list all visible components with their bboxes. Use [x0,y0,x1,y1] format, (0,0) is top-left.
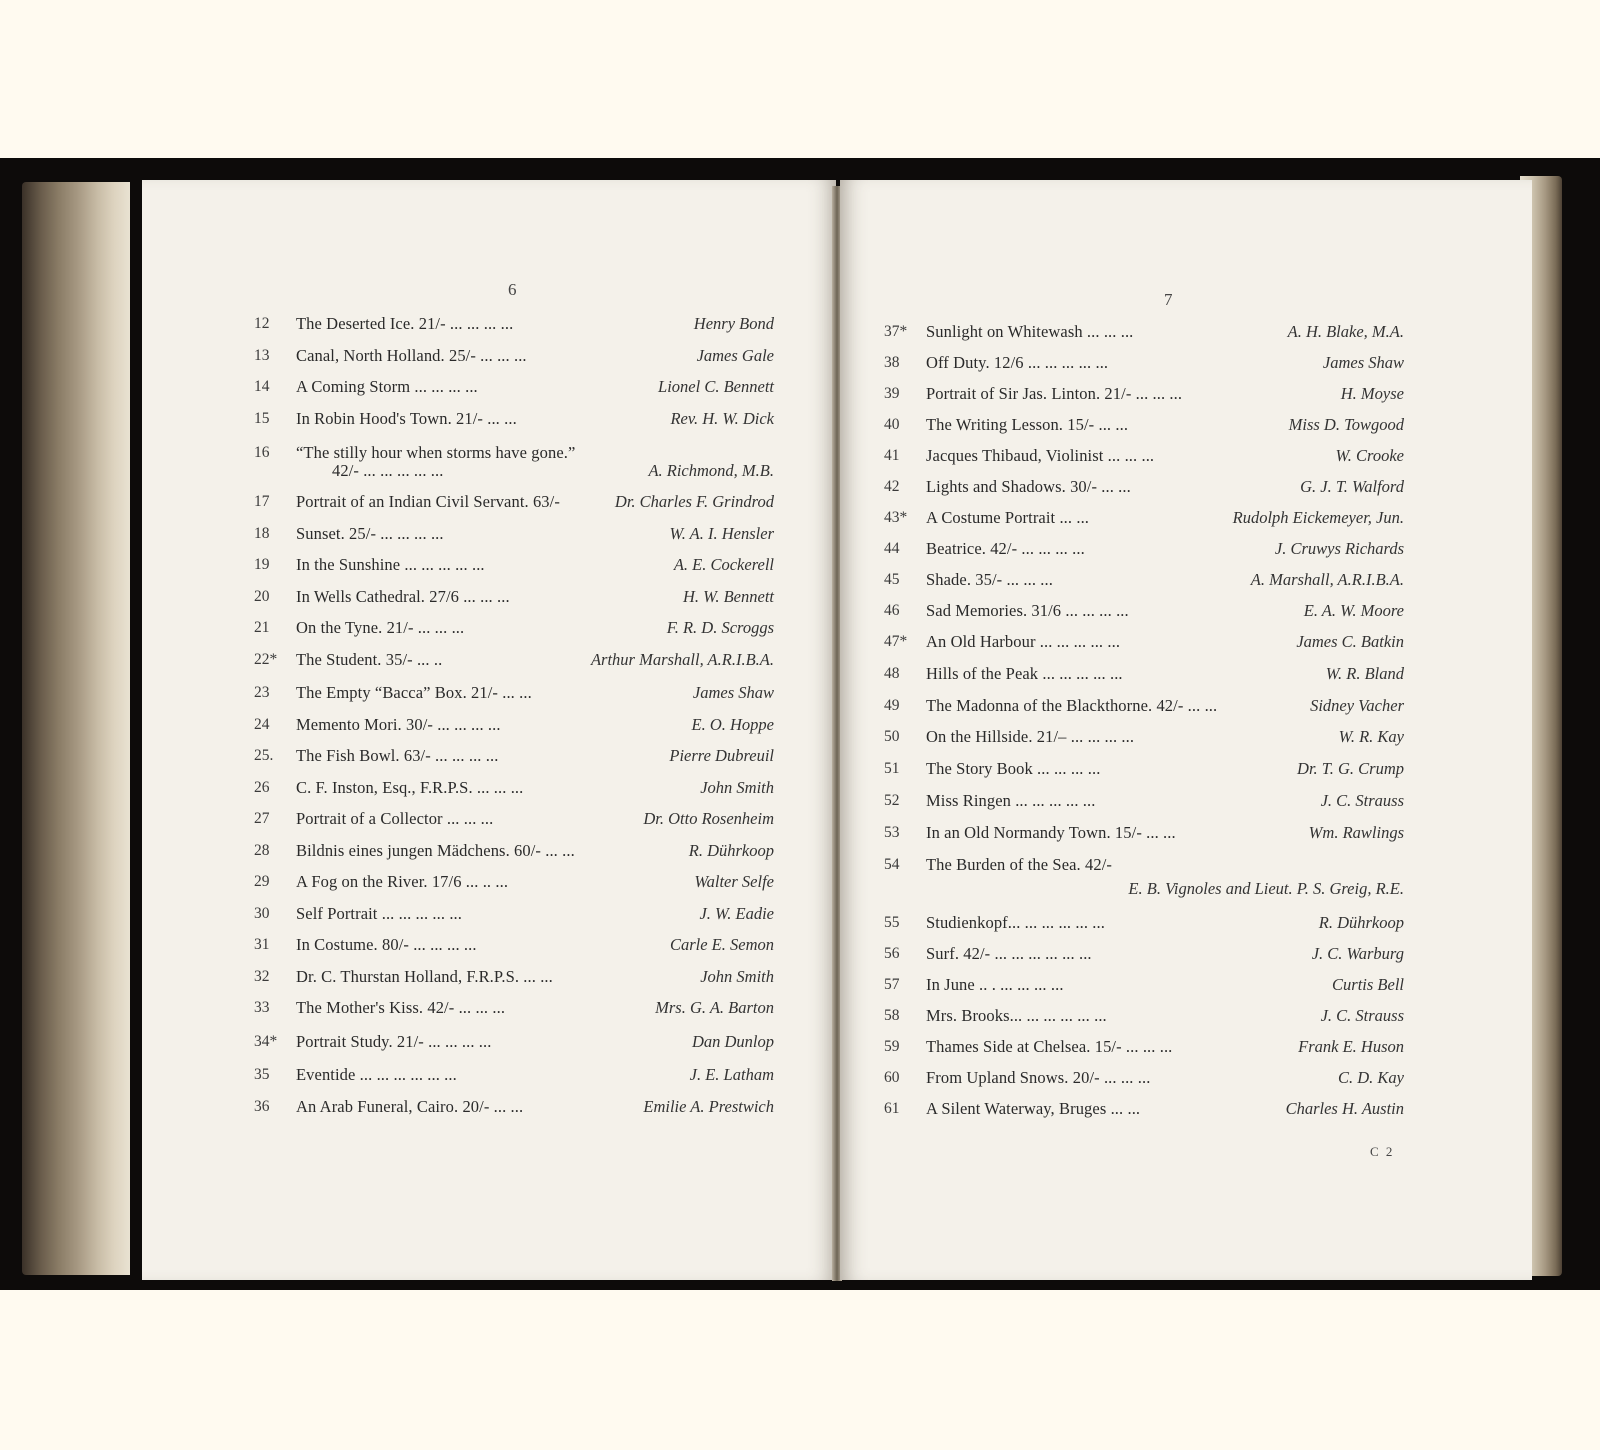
entry-artist: E. B. Vignoles and Lieut. P. S. Greig, R.E. [1128,879,1404,898]
entry-artist: J. E. Latham [689,1065,774,1084]
entry-title: In Wells Cathedral. 27/6 ... ... ... [296,586,510,606]
entry-number: 21 [254,619,270,636]
entry-number: 32 [254,967,270,985]
entry-title: In June .. . ... ... ... ... [926,975,1064,994]
entry-number: 47* [884,633,908,650]
entry-number: 42 [884,478,900,495]
entry-artist: W. R. Kay [1338,727,1404,746]
catalogue-entry [254,406,774,432]
catalogue-entry [884,629,1404,655]
entry-number: 24 [254,715,270,733]
catalogue-entry [254,1062,774,1088]
entry-number: 37* [884,323,908,340]
entry-artist: Dr. Charles F. Grindrod [614,492,774,511]
catalogue-entry [884,941,1404,967]
catalogue-entry [254,311,774,337]
entry-title: In an Old Normandy Town. 15/- ... ... [926,823,1176,842]
entry-title: Portrait of a Collector ... ... ... [296,809,494,828]
catalogue-entry [884,972,1404,998]
entry-number: 38 [884,354,900,371]
catalogue-entry [254,343,774,369]
entry-title: Thames Side at Chelsea. 15/- ... ... ... [926,1037,1173,1056]
catalogue-entry [884,910,1404,936]
entry-title: A Silent Waterway, Bruges ... ... [926,1099,1141,1118]
entry-artist: Mrs. G. A. Barton [655,998,774,1017]
entry-number: 39 [884,385,900,402]
entry-title: Memento Mori. 30/- ... ... ... ... [296,714,501,734]
entry-number: 33 [254,999,270,1016]
entry-title: Dr. C. Thurstan Holland, F.R.P.S. ... ... [296,966,553,986]
entry-number: 55 [884,914,900,931]
catalogue-entry [254,901,774,927]
entry-title: The Story Book ... ... ... ... [926,759,1101,778]
entry-title: Portrait Study. 21/- ... ... ... ... [296,1032,492,1051]
entry-title: Mrs. Brooks... ... ... ... ... ... [926,1006,1107,1025]
entry-artist: F. R. D. Scroggs [666,618,774,637]
entry-artist: John Smith [700,966,774,986]
catalogue-entry [884,788,1404,814]
catalogue-entry [254,680,774,706]
entry-title: Eventide ... ... ... ... ... ... [296,1065,457,1084]
catalogue-entry [884,350,1404,376]
catalogue-entry [254,1094,774,1120]
entry-number: 60 [884,1069,900,1086]
catalogue-entry [254,489,774,515]
entry-artist: James Shaw [692,683,774,702]
entry-number: 48 [884,665,900,682]
entry-artist: Dr. Otto Rosenheim [643,809,774,828]
entry-number: 57 [884,976,900,993]
entry-number: 41 [884,447,900,464]
entry-number: 25. [254,747,274,764]
catalogue-entry [884,381,1404,407]
entry-artist: J. C. Strauss [1320,791,1404,810]
entry-title: Self Portrait ... ... ... ... ... [296,903,462,923]
entry-artist: E. A. W. Moore [1303,601,1404,620]
entry-number: 20 [254,587,270,605]
catalogue-entry [884,505,1404,531]
catalogue-entry [884,567,1404,593]
entry-title: Off Duty. 12/6 ... ... ... ... ... [926,353,1109,372]
page-number: 6 [508,280,517,299]
entry-title: A Coming Storm ... ... ... ... [296,377,478,396]
entry-title: Sunlight on Whitewash ... ... ... [926,322,1134,341]
entry-title: On the Tyne. 21/- ... ... ... [296,618,465,637]
entry-artist: Dan Dunlop [691,1032,774,1051]
entry-title: The Writing Lesson. 15/- ... ... [926,415,1129,434]
entry-artist: W. A. I. Hensler [669,523,774,543]
entry-number: 12 [254,315,270,332]
catalogue-entry [254,521,774,547]
entry-artist: Charles H. Austin [1285,1099,1404,1118]
entry-artist: Carle E. Semon [669,935,774,954]
entry-number: 13 [254,346,270,364]
entry-title: Beatrice. 42/- ... ... ... ... [926,539,1085,558]
entry-artist: J. Cruwys Richards [1274,539,1404,558]
entry-artist: Curtis Bell [1332,975,1404,994]
entry-title: Portrait of an Indian Civil Servant. 63/- [296,492,560,511]
entry-artist: E. O. Hoppe [691,714,774,734]
signature-mark: C 2 [1370,1144,1395,1159]
entry-artist: A. Marshall, A.R.I.B.A. [1250,570,1404,589]
entry-title: A Fog on the River. 17/6 ... .. ... [296,872,509,891]
entry-number: 23 [254,684,270,701]
catalogue-entry [254,995,774,1021]
catalogue-entry [884,1096,1404,1122]
entry-number: 51 [884,760,900,777]
catalogue-entry [254,964,774,990]
catalogue-entry [254,615,774,641]
entry-title: In Costume. 80/- ... ... ... ... [296,935,477,954]
entry-number: 14 [254,378,270,395]
entry-title: An Arab Funeral, Cairo. 20/- ... ... [296,1096,524,1116]
catalogue-entry [884,852,1404,878]
entry-title: Canal, North Holland. 25/- ... ... ... [296,345,527,365]
entry-artist: Henry Bond [693,314,774,333]
entry-artist: A. Richmond, M.B. [648,460,774,480]
entry-artist: J. C. Warburg [1311,944,1404,963]
catalogue-entry [884,1003,1404,1029]
entry-number: 36 [254,1097,270,1115]
entry-artist: Rudolph Eickemeyer, Jun. [1232,508,1404,527]
entry-number: 58 [884,1007,900,1024]
entry-artist: James Shaw [1322,353,1404,372]
entry-number: 54 [884,856,900,873]
entry-artist: A. H. Blake, M.A. [1287,322,1404,341]
entry-number: 40 [884,416,900,433]
entry-artist: W. R. Bland [1325,664,1404,683]
entry-artist: Rev. H. W. Dick [670,408,774,428]
catalogue-entry [884,474,1404,500]
entry-title: Miss Ringen ... ... ... ... ... [926,791,1096,810]
entry-number: 22* [254,651,278,668]
entry-number: 35 [254,1066,270,1083]
entry-number: 34* [254,1033,278,1050]
entry-artist: W. Crooke [1335,446,1404,465]
entry-title: An Old Harbour ... ... ... ... ... [926,632,1121,651]
catalogue-entry [254,743,774,769]
entry-number: 46 [884,602,900,619]
page-number: 7 [1164,290,1173,309]
entry-artist: Pierre Dubreuil [669,746,774,765]
catalogue-entry [254,552,774,578]
catalogue-entry [884,820,1404,846]
entry-artist: Lionel C. Bennett [658,377,774,396]
entry-title: Sunset. 25/- ... ... ... ... [296,523,444,543]
catalogue-entry [254,838,774,864]
entry-artist: Emilie A. Prestwich [643,1096,774,1116]
entry-number: 52 [884,792,900,809]
entry-title: The Student. 35/- ... .. [296,650,443,669]
entry-number: 56 [884,945,900,962]
catalogue-entry [254,712,774,738]
entry-title: The Madonna of the Blackthorne. 42/- ... ... [926,696,1218,715]
entry-title: Sad Memories. 31/6 ... ... ... ... [926,601,1129,620]
catalogue-entry [884,724,1404,750]
entry-artist: H. Moyse [1340,384,1404,403]
entry-artist: G. J. T. Walford [1300,477,1404,496]
catalogue-entry [254,458,774,484]
entry-number: 61 [884,1100,900,1117]
entry-title: The Mother's Kiss. 42/- ... ... ... [296,998,506,1017]
entry-number: 31 [254,936,270,953]
book-page-edges-left [22,182,130,1275]
catalogue-entry [254,374,774,400]
entry-artist: James Gale [696,345,774,365]
entry-number: 18 [254,524,270,542]
entry-artist: Walter Selfe [694,872,774,891]
entry-artist: R. Dührkoop [1318,913,1404,932]
catalogue-entry [884,443,1404,469]
entry-number: 49 [884,697,900,714]
entry-artist: James C. Batkin [1296,632,1404,651]
catalogue-entry [254,584,774,610]
entry-title: Portrait of Sir Jas. Linton. 21/- ... ... ... [926,384,1183,403]
entry-title: Surf. 42/- ... ... ... ... ... ... [926,944,1092,963]
catalogue-entry [254,932,774,958]
entry-number: 16 [254,443,270,461]
entry-number: 17 [254,493,270,510]
entry-artist: John Smith [700,777,774,797]
catalogue-entry [254,1029,774,1055]
entry-title: Jacques Thibaud, Violinist ... ... ... [926,446,1155,465]
entry-number: 43* [884,509,908,526]
entry-artist: Arthur Marshall, A.R.I.B.A. [590,650,774,669]
entry-title: On the Hillside. 21/– ... ... ... ... [926,727,1135,746]
catalogue-entry [884,693,1404,719]
catalogue-entry [884,756,1404,782]
entry-artist: H. W. Bennett [682,586,774,606]
entry-artist: Wm. Rawlings [1308,823,1404,842]
right-page [840,180,1532,1280]
catalogue-entry [884,412,1404,438]
entry-artist: J. C. Strauss [1320,1006,1404,1025]
entry-title: The Deserted Ice. 21/- ... ... ... ... [296,314,514,333]
entry-title: 42/- ... ... ... ... ... [332,460,444,480]
left-page [142,180,836,1280]
entry-artist: Sidney Vacher [1310,696,1404,715]
entry-number: 30 [254,904,270,922]
entry-title: The Burden of the Sea. 42/- [926,855,1112,874]
entry-artist: C. D. Kay [1338,1068,1404,1087]
entry-number: 19 [254,556,270,573]
entry-artist: A. E. Cockerell [673,555,774,574]
entry-number: 27 [254,810,270,827]
entry-number: 26 [254,778,270,796]
entry-title: C. F. Inston, Esq., F.R.P.S. ... ... ... [296,777,524,797]
catalogue-entry [884,876,1404,902]
entry-number: 59 [884,1038,900,1055]
entry-title: The Empty “Bacca” Box. 21/- ... ... [296,683,532,702]
entry-number: 45 [884,571,900,588]
entry-artist: R. Dührkoop [688,840,774,860]
entry-number: 44 [884,540,900,557]
entry-title: In the Sunshine ... ... ... ... ... [296,555,485,574]
entry-title: From Upland Snows. 20/- ... ... ... [926,1068,1151,1087]
catalogue-entry [884,598,1404,624]
catalogue-entry [254,869,774,895]
entry-title: A Costume Portrait ... ... [926,508,1090,527]
entry-number: 53 [884,824,900,841]
entry-title: Shade. 35/- ... ... ... [926,570,1053,589]
entry-title: Hills of the Peak ... ... ... ... ... [926,664,1123,683]
entry-title: “The stilly hour when storms have gone.” [296,442,576,462]
catalogue-entry [254,775,774,801]
entry-artist: Miss D. Towgood [1288,415,1404,434]
catalogue-entry [884,661,1404,687]
entry-number: 29 [254,873,270,890]
catalogue-entry [884,1065,1404,1091]
entry-number: 28 [254,841,270,859]
catalogue-entry [884,536,1404,562]
entry-artist: Dr. T. G. Crump [1297,759,1404,778]
entry-title: In Robin Hood's Town. 21/- ... ... [296,408,517,428]
catalogue-entry [254,647,774,673]
entry-title: Bildnis eines jungen Mädchens. 60/- ... ... [296,840,575,860]
catalogue-entry [254,806,774,832]
entry-title: Lights and Shadows. 30/- ... ... [926,477,1131,496]
catalogue-entry [884,1034,1404,1060]
entry-artist: Frank E. Huson [1298,1037,1404,1056]
entry-number: 15 [254,409,270,427]
catalogue-entry [884,319,1404,345]
entry-title: Studienkopf... ... ... ... ... ... [926,913,1105,932]
entry-number: 50 [884,728,900,745]
entry-artist: J. W. Eadie [699,903,774,923]
entry-title: The Fish Bowl. 63/- ... ... ... ... [296,746,499,765]
